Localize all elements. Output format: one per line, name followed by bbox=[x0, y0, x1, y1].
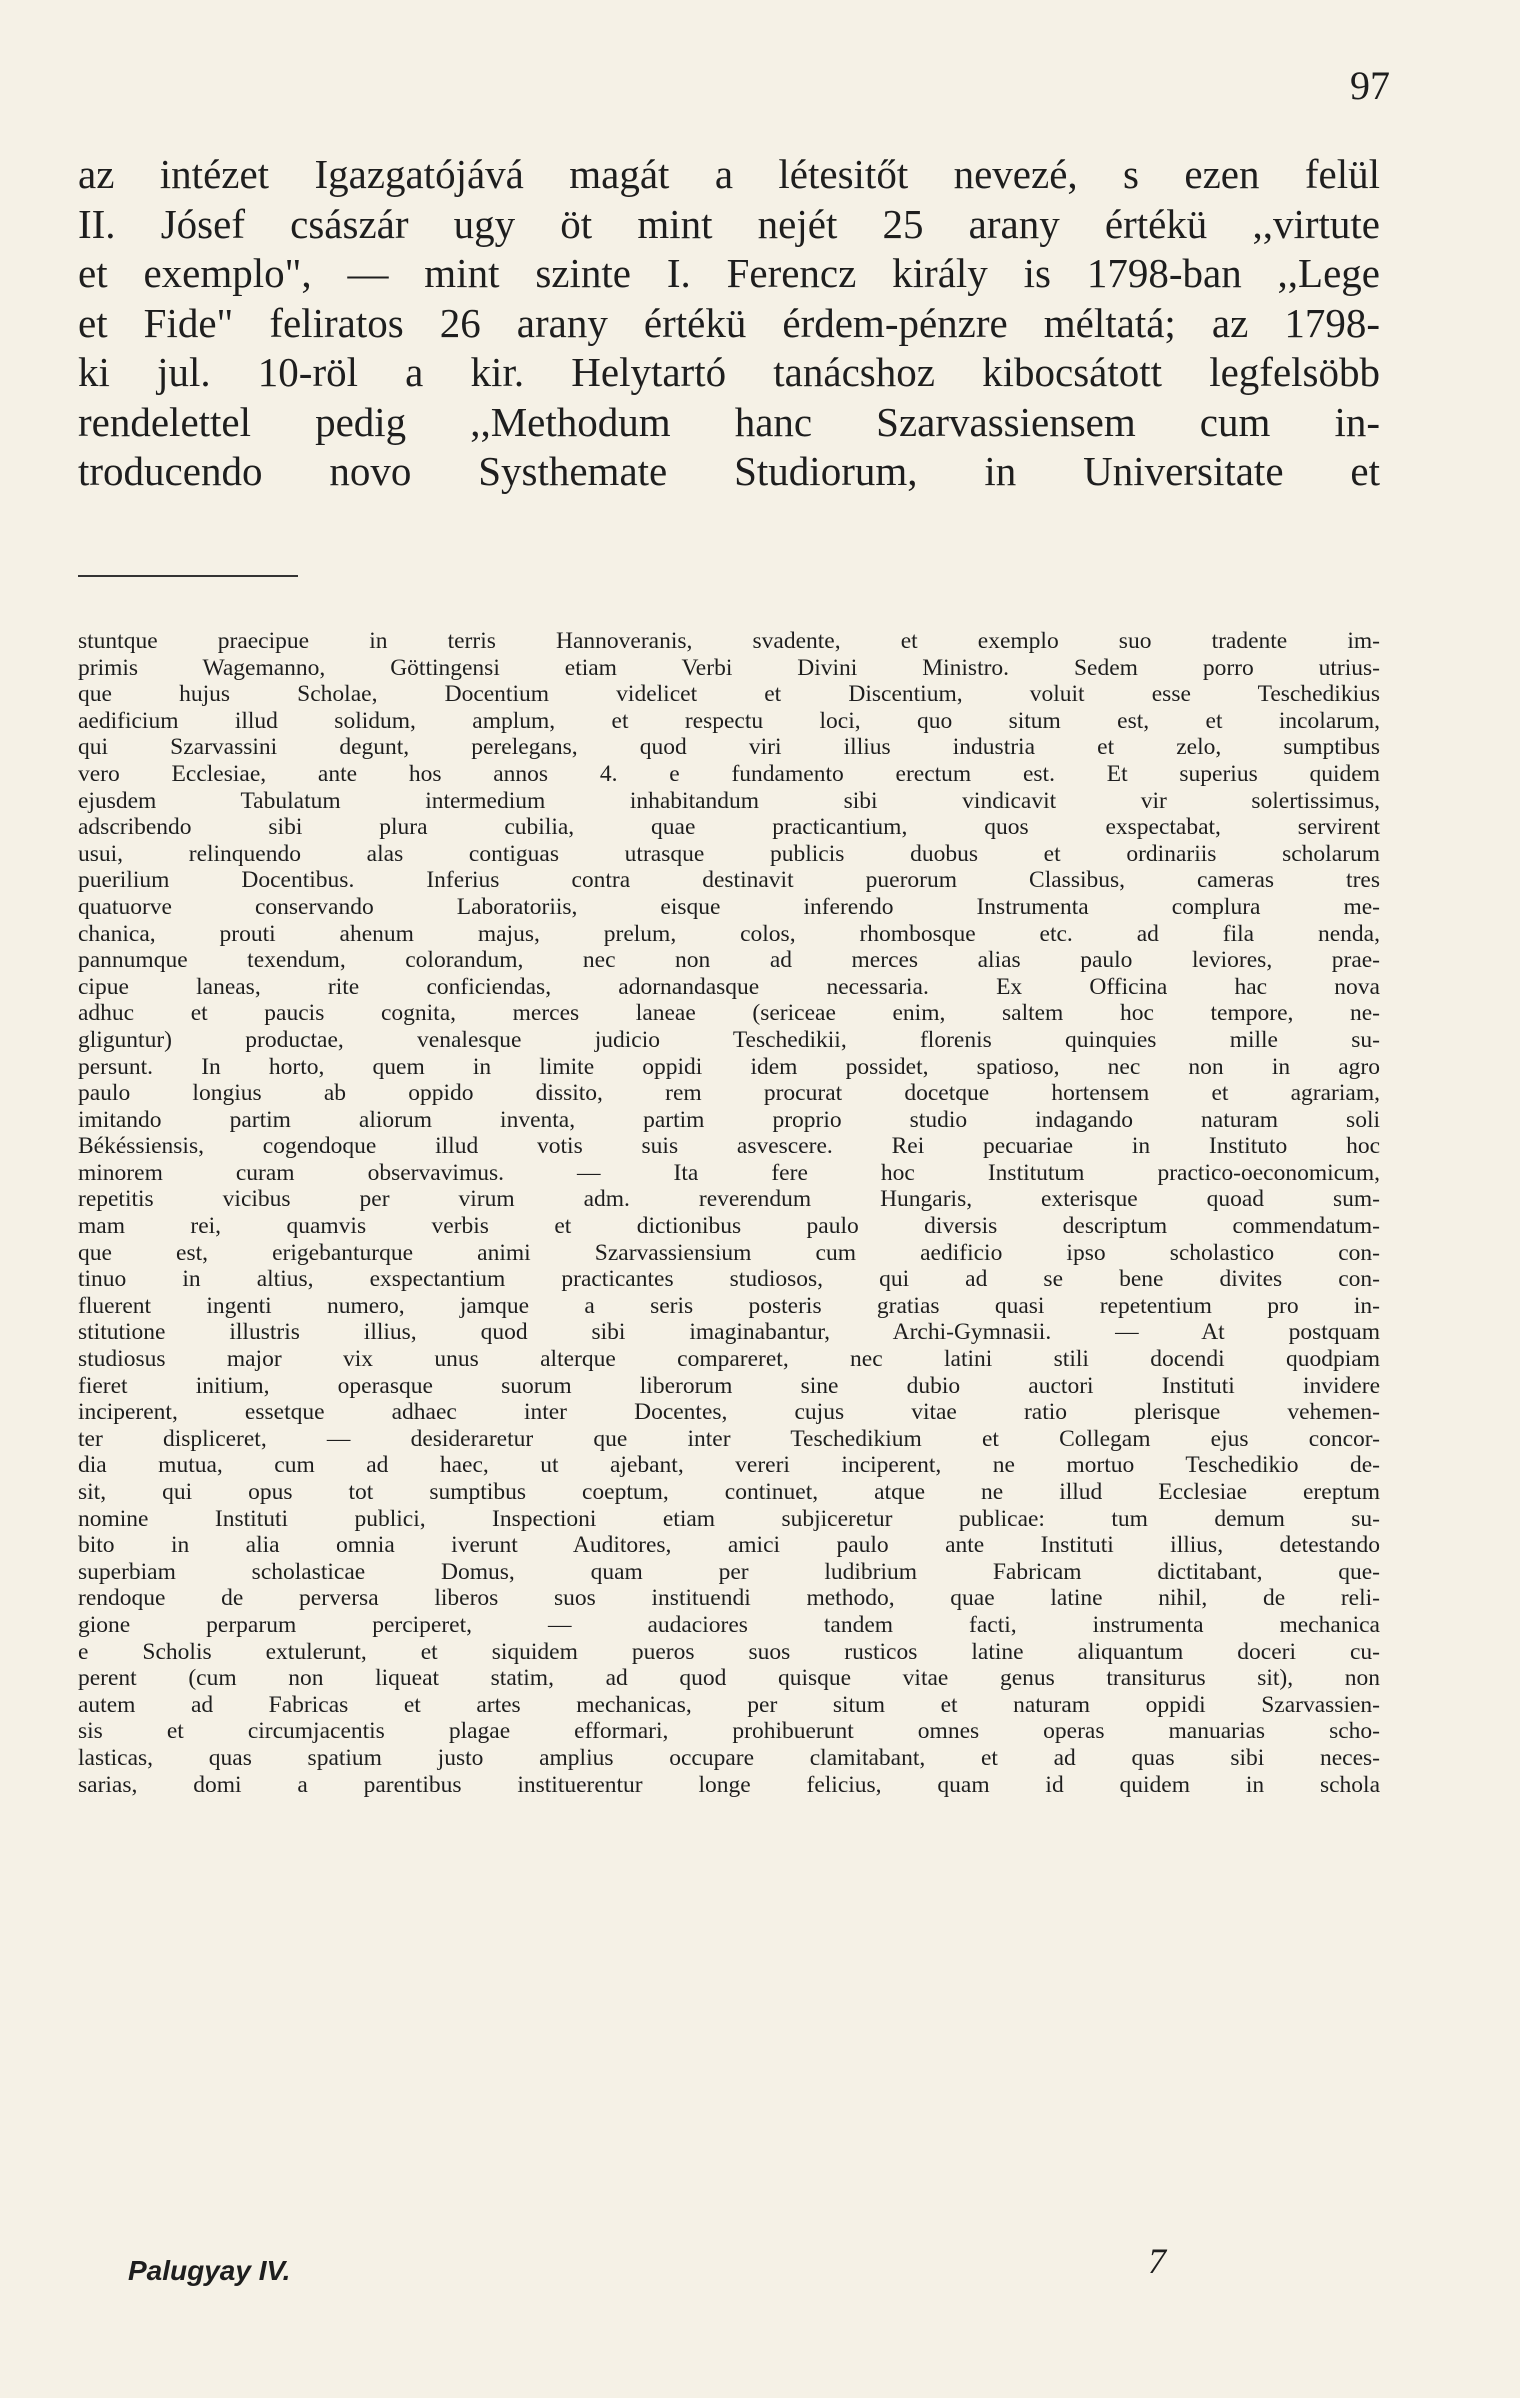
footnote-line: stuntque praecipue in terris Hannoveranis, svadente, et exemplo suo tradente im- bbox=[78, 628, 1380, 654]
footnote-line: sis et circumjacentis plagae efformari, prohibuerunt omnes operas manuarias scho- bbox=[78, 1718, 1380, 1745]
footnote-line: cipue laneas, rite conficiendas, adornandasque necessaria. Ex Officina hac nova bbox=[78, 973, 1380, 1000]
footnote-line: stitutione illustris illius, quod sibi imaginabantur, Archi-Gymnasii. — At postquam bbox=[78, 1319, 1380, 1346]
footnote-line: usui, relinquendo alas contiguas utrasque publicis duobus et ordinariis scholarum bbox=[78, 840, 1380, 867]
footnote-line: quatuorve conservando Laboratoriis, eisque inferendo Instrumenta complura me- bbox=[78, 893, 1380, 920]
footnote-line: puerilium Docentibus. Inferius contra destinavit puerorum Classibus, cameras tres bbox=[78, 867, 1380, 894]
footnote-line: dia mutua, cum ad haec, ut ajebant, vereri inciperent, ne mortuo Teschedikio de- bbox=[78, 1452, 1380, 1479]
footnote-line: sit, qui opus tot sumptibus coeptum, continuet, atque ne illud Ecclesiae ereptum bbox=[78, 1479, 1380, 1505]
main-line: II. Jósef császár ugy öt mint nejét 25 arany értékü ,,virtute bbox=[78, 200, 1380, 247]
footnote-line: mam rei, quamvis verbis et dictionibus paulo diversis descriptum commendatum- bbox=[78, 1213, 1380, 1240]
footnote-line: primis Wagemanno, Göttingensi etiam Verbi Divini Ministro. Sedem porro utrius- bbox=[78, 654, 1380, 681]
footnote-line: Békéssiensis, cogendoque illud votis suis asvescere. Rei pecuariae in Instituto hoc bbox=[78, 1133, 1380, 1160]
footnote-line: fieret initium, operasque suorum liberorum sine dubio auctori Instituti invidere bbox=[78, 1372, 1380, 1399]
footnote-line: tinuo in altius, exspectantium practicantes studiosos, qui ad se bene divites con- bbox=[78, 1266, 1380, 1293]
footnote-line: imitando partim aliorum inventa, partim proprio studio indagando naturam soli bbox=[78, 1106, 1380, 1133]
footnote-line: sarias, domi a parentibus instituerentur longe felicius, quam id quidem in schola bbox=[78, 1771, 1380, 1798]
footnote-line: gione perparum perciperet, — audaciores tandem facti, instrumenta mechanica bbox=[78, 1611, 1380, 1638]
footer-signature: Palugyay IV. bbox=[128, 2255, 291, 2286]
footnote-line: rendoque de perversa liberos suos instituendi methodo, quae latine nihil, de reli- bbox=[78, 1585, 1380, 1612]
main-text bbox=[78, 150, 1380, 497]
page-number: 97 bbox=[1350, 63, 1390, 108]
footnote-line: repetitis vicibus per virum adm. reverendum Hungaris, exterisque quoad sum- bbox=[78, 1186, 1380, 1213]
footnote-line: vero Ecclesiae, ante hos annos 4. e fundamento erectum est. Et superius quidem bbox=[78, 760, 1380, 787]
footnote-line: inciperent, essetque adhaec inter Docentes, cujus vitae ratio plerisque vehemen- bbox=[78, 1399, 1380, 1426]
footnote-line: chanica, prouti ahenum majus, prelum, colos, rhombosque etc. ad fila nenda, bbox=[78, 920, 1380, 947]
main-line: rendelettel pedig ,,Methodum hanc Szarvassiensem cum in- bbox=[78, 398, 1380, 445]
sheet-number: 7 bbox=[1148, 2241, 1166, 2281]
footnote-line: adscribendo sibi plura cubilia, quae practicantium, quos exspectabat, servirent bbox=[78, 814, 1380, 841]
footnote bbox=[78, 628, 1380, 1798]
footnote-line: paulo longius ab oppido dissito, rem procurat docetque hortensem et agrariam, bbox=[78, 1080, 1380, 1107]
footnote-line: minorem curam observavimus. — Ita fere hoc Institutum practico-oeconomicum, bbox=[78, 1159, 1380, 1186]
footnote-line: bito in alia omnia iverunt Auditores, amici paulo ante Instituti illius, detestando bbox=[78, 1532, 1380, 1559]
footnote-line: fluerent ingenti numero, jamque a seris posteris gratias quasi repetentium pro in- bbox=[78, 1292, 1380, 1319]
main-line: et exemplo", — mint szinte I. Ferencz király is 1798-ban ,,Lege bbox=[78, 250, 1380, 296]
footnote-rule bbox=[78, 575, 298, 577]
footnote-line: perent (cum non liqueat statim, ad quod quisque vitae genus transiturus sit), non bbox=[78, 1665, 1380, 1692]
main-line: ki jul. 10-röl a kir. Helytartó tanácshoz kibocsátott legfelsöbb bbox=[78, 349, 1380, 395]
main-line: az intézet Igazgatójává magát a létesitőt nevezé, s ezen felül bbox=[78, 151, 1380, 197]
footnote-line: nomine Instituti publici, Inspectioni etiam subjiceretur publicae: tum demum su- bbox=[78, 1505, 1380, 1532]
footnote-line: superbiam scholasticae Domus, quam per ludibrium Fabricam dictitabant, que- bbox=[78, 1558, 1380, 1585]
footnote-line: pannumque texendum, colorandum, nec non ad merces alias paulo leviores, prae- bbox=[78, 947, 1380, 974]
footnote-line: que hujus Scholae, Docentium videlicet et Discentium, voluit esse Teschedikius bbox=[78, 681, 1380, 708]
footnote-line: adhuc et paucis cognita, merces laneae (sericeae enim, saltem hoc tempore, ne- bbox=[78, 1000, 1380, 1027]
footnote-line: persunt. In horto, quem in limite oppidi idem possidet, spatioso, nec non in agro bbox=[78, 1053, 1380, 1080]
footnote-line: ejusdem Tabulatum intermedium inhabitandum sibi vindicavit vir solertissimus, bbox=[78, 787, 1380, 814]
main-line: troducendo novo Systhemate Studiorum, in Universitate et bbox=[78, 448, 1380, 494]
footnote-line: gliguntur) productae, venalesque judicio Teschedikii, florenis quinquies mille su- bbox=[78, 1026, 1380, 1053]
footnote-line: e Scholis extulerunt, et siquidem pueros suos rusticos latine aliquantum doceri cu- bbox=[78, 1638, 1380, 1665]
footnote-line: aedificium illud solidum, amplum, et respectu loci, quo situm est, et incolarum, bbox=[78, 707, 1380, 734]
footnote-line: qui Szarvassini degunt, perelegans, quod viri illius industria et zelo, sumptibus bbox=[78, 734, 1380, 761]
footnote-line: lasticas, quas spatium justo amplius occupare clamitabant, et ad quas sibi neces- bbox=[78, 1744, 1380, 1771]
main-line: et Fide" feliratos 26 arany értékü érdem-pénzre méltatá; az 1798- bbox=[78, 299, 1380, 346]
footnote-line: que est, erigebanturque animi Szarvassiensium cum aedificio ipso scholastico con- bbox=[78, 1239, 1380, 1266]
footnote-line: autem ad Fabricas et artes mechanicas, per situm et naturam oppidi Szarvassien- bbox=[78, 1691, 1380, 1718]
footnote-line: ter displiceret, — desideraretur que inter Teschedikium et Collegam ejus concor- bbox=[78, 1425, 1380, 1452]
footnote-line: studiosus major vix unus alterque compareret, nec latini stili docendi quodpiam bbox=[78, 1346, 1380, 1373]
